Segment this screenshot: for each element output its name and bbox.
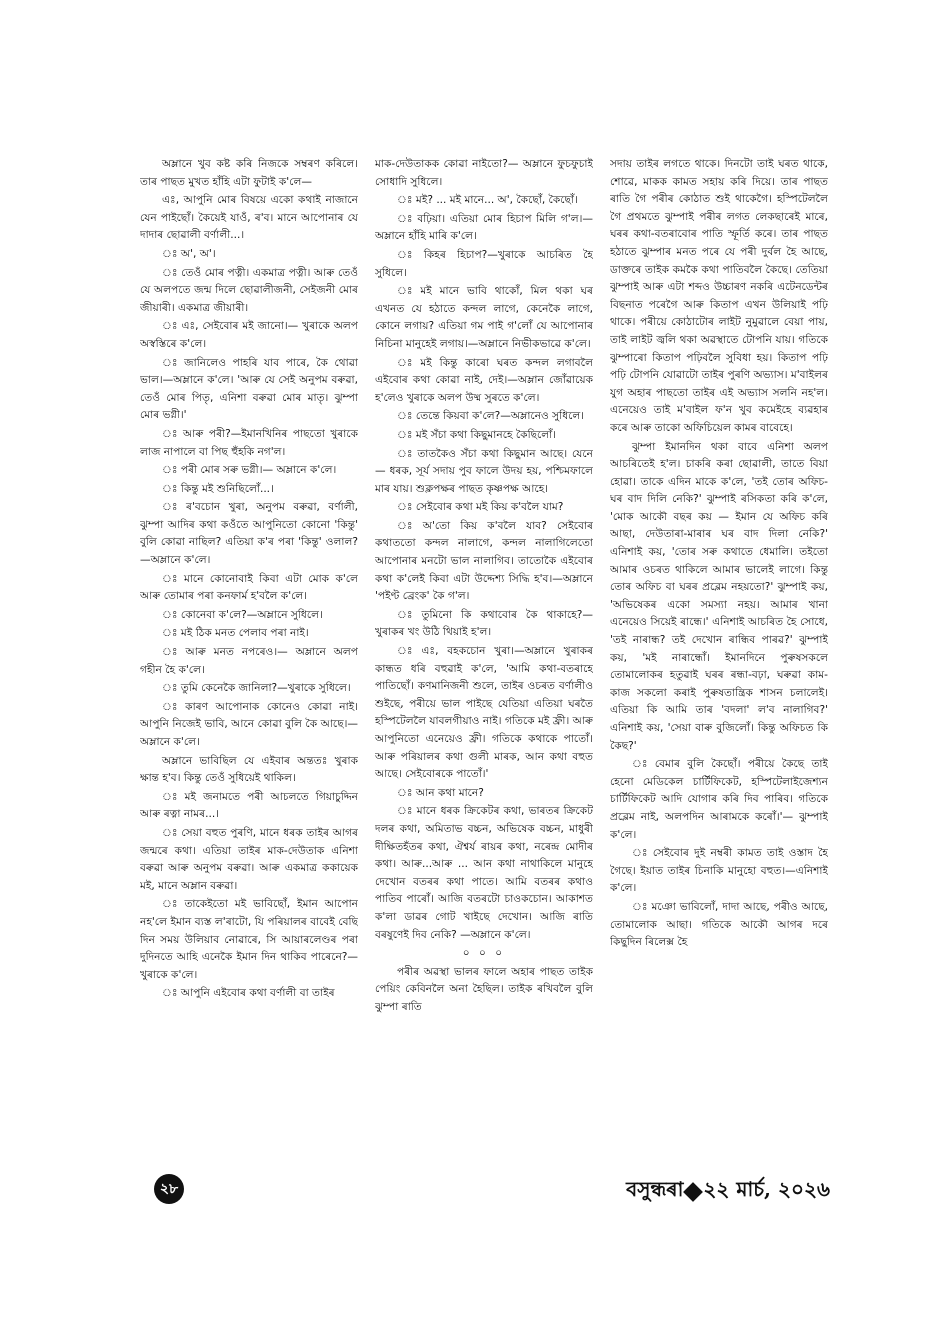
paragraph: ঃ সেইবোৰ দুই নম্বৰী কামত তাই ওস্তাদ হৈ গৈছে। ইয়াত তাইৰ চিনাকি মানুহো বহুত।—এনিশাই ক'লে।: [610, 847, 828, 895]
column-1: [140, 156, 358, 1161]
paragraph: ঃ তাকেইতো মই ভাবিছোঁ, ইমান আপোন নহ'লে ইমান ব্যস্ত ল'ৰাটো, যি পৰিয়ালৰ বাবেই বেছি দিন সময় উলিয়াব নোৱাৰে, সি আয়াৰলেণ্ডৰ পৰা দুদিনতে আহি এনেকৈ ইমান দিন থাকিব পাৰেনে?— খুৰাকে ক'লে।: [140, 898, 358, 981]
paragraph: ঃ মই সঁচা কথা কিছুমানহে কৈছিলোঁ।: [397, 428, 557, 441]
paragraph: ঃ এঃ, বহকচোন খুৰা।—অম্লানে খুৰাকৰ কান্ধত ধৰি বহুৱাই ক'লে, 'আমি কথা-বতৰাহে পাতিছোঁ। কণমানিজনী শুলে, তাইৰ ওচৰত বৰ্ণালীও শুইছে, পৰীয়ে ভাল পাইছে যেতিয়া এতিয়া ঘৰতৈ হস্পিটেললৈ যাবলগীয়াও নাই। গতিকে মই ফ্ৰী। আৰু আপুনিতো এনেয়েও ফ্ৰী। গতিকে কথাকে পাতোঁ। আৰু পৰিয়ালৰ কথা গুলী মাৰক, আন কথা বহুত আছে। সেইবোৰকে পাতোঁ।': [375, 645, 593, 781]
paragraph: ঃ আৰু মনত নপৰেও।— অম্লানে অলপ গহীন হৈ ক'লে।: [140, 646, 358, 676]
paragraph: ঃ মঞো ভাবিলোঁ, দাদা আছে, পৰীও আছে, তোমালোক আছা। গতিকে আকৌ আগৰ দৰে কিছুদিন ৰিলেক্স হৈ: [610, 900, 828, 949]
paragraph: ঃ কিন্তু মই শুনিছিলোঁ...।: [162, 482, 274, 495]
paragraph: ঃ মানে ধৰক ক্ৰিকেটৰ কথা, ভাৰতৰ ক্ৰিকেট দলৰ কথা, অমিতাভ বচ্চন, অভিষেক বচ্চন, মাধুৰী দীক্ষিতহঁতৰ কথা, ঐশ্বৰ্য ৰায়ৰ কথা, নৰেন্দ্ৰ মোদীৰ কথা। আৰু...আৰু ... আন কথা নাথাকিলে মানুহে দেখোন বতৰৰ কথা পাতে। আমি বতৰৰ কথাও পাতিব পাৰোঁ। আজি বতৰটো চাওকচোন। আকাশত ক'লা ডাৱৰ গোট খাইছে দেখোন। আজি ৰাতি বৰষুণেই দিব নেকি? —অম্লানে ক'লে।: [375, 805, 593, 941]
publication-name: বসুন্ধৰা: [626, 1177, 684, 1201]
page-number: ২৮: [154, 1174, 184, 1204]
paragraph: ঃ মই মানে ভাবি থাকোঁ, মিল থকা ঘৰ এখনত যে হঠাতে কন্দল লাগে, কেনেকৈ লাগে, কোনে লগায়? এতিয়া গম পাই গ'লোঁ যে আপোনাৰ নিচিনা মানুহেই লগায়।—অম্লানে নিভীকভাৱে ক'লে।: [375, 285, 593, 350]
paragraph: ঃ মই? ... মই মানে... অ', কৈছোঁ, কৈছোঁ।: [397, 194, 578, 207]
paragraph: অম্লানে ভাবিছিল যে এইবাৰ অন্ততঃ খুৰাক ক্ষান্ত হ'ব। কিন্তু তেওঁ সুধিয়েই থাকিল।: [140, 754, 358, 785]
paragraph: মাক-দেউতাকক কোৱা নাইতো?— অম্লানে ফুচফুচাই সোধাদি সুধিলে।: [375, 158, 593, 188]
paragraph: ঃ সেয়া বহুত পুৰণি, মানে ধৰক তাইৰ আগৰ জন্মৰে কথা। এতিয়া তাইৰ মাক-দেউতাক এনিশা বৰুৱা আৰু অনুপম বৰুৱা। আৰু একমাত্ৰ ককায়েক মই, মানে অম্লান বৰুৱা।: [140, 826, 358, 892]
paragraph: ঃ কোনেবা ক'লে?—অম্লানে সুধিলে।: [162, 608, 323, 621]
paragraph: ঃ আৰু পৰী?—ইমানখিনিৰ পাছতো খুৰাকে লাজ নাপালে বা পিছ হুঁহকি নগ'ল।: [140, 427, 358, 458]
paragraph: ঃ অ'তো কিয় ক'বলৈ যাব? সেইবোৰ কথাততো কন্দল নালাগে, কন্দল নালাগিলেতো আপোনাৰ মনটো ভাল নালাগিব। তাতোকৈ এইবোৰ কথা ক'লেই কিবা এটা উদ্দেশ্য সিদ্ধি হ'ব।—অম্লানে 'পইণ্ট ব্ৰেংক' কৈ গ'ল।: [375, 519, 593, 603]
article-body: [140, 156, 828, 1161]
paragraph: ঃ মই জনামতে পৰী আচলতে গিয়াচুদ্দিন আৰু ৰত্না নামৰ...।: [140, 790, 358, 821]
paragraph: সদায় তাইৰ লগতে থাকে। দিনটো তাই ঘৰত থাকে, শোৱে, মাকক কামত সহায় কৰি দিয়ে। তাৰ পাছত ৰাতি গৈ পৰীৰ কোঠাত শুই থাকেগৈ। হস্পিটেললৈ গৈ প্ৰথমতে ঝুম্পাই পৰীৰ লগত লেকছাৰেই মাৰে, ঘৰৰ কথা-বতৰাবোৰ পাতি স্ফূৰ্তি কৰে। তাৰ পাছত হঠাতে ঝুম্পাৰ মনত পৰে যে পৰী দুৰ্বল হৈ আছে, ডাক্তৰে তাইক কমকৈ কথা পাতিবলৈ কৈছে। তেতিয়া ঝুম্পাই আৰু এটা শব্দও উচ্চাৰণ নকৰি এটেনডেন্টৰ বিছনাত পৰেগৈ আৰু কিতাপ এখন উলিয়াই পঢ়ি থাকে। পৰীয়ে কোঠাটোৰ লাইট নুমুৱালে বেয়া পায়, তাই লাইট জ্বলি থকা অৱস্থাতে টোপনি যায়। গতিকে ঝুম্পাৰো কিতাপ পঢ়িবলৈ সুবিধা হয়। কিতাপ পঢ়ি পঢ়ি টোপনি যোৱাটো তাইৰ পুৰণি অভ্যাস। ম'বাইলৰ যুগ অহাৰ পাছতো তাইৰ এই অভ্যাস সলনি নহ'ল। এনেয়েও তাই ম'বাইল ফ'ন খুব কমেইহে ব্যৱহাৰ কৰে আৰু তাকো অফিচিয়েল কামৰ বাবেহে।: [610, 158, 828, 434]
paragraph: ঃ মই ঠিক মনত পেলাব পৰা নাই।: [162, 627, 309, 640]
footer-masthead: [626, 1175, 830, 1208]
paragraph: ঃ কাৰণ আপোনাক কোনেও কোৱা নাই। আপুনি নিজেই ভাবি, আনে কোৱা বুলি কৈ আছে।—অম্লানে ক'লে।: [140, 700, 358, 748]
section-separator: ০ ০ ০: [462, 947, 506, 960]
paragraph: এঃ, আপুনি মোৰ বিষয়ে একো কথাই নাজানে যেন পাইছোঁ। কৈয়েই যাওঁ, ৰ'ব। মানে আপোনাৰ যে দাদাৰ ছোৱালী বৰ্ণালী...।: [140, 194, 358, 242]
paragraph: ঃ সেইবোৰ কথা মই কিয় ক'বলৈ যাম?: [397, 501, 564, 514]
issue-date: ২২ মাৰ্চ, ২০২৬: [703, 1177, 830, 1201]
paragraph: ঃ মই কিন্তু কাৰো ঘৰত কন্দল লগাবলৈ এইবোৰ কথা কোৱা নাই, দেই।—অম্লান জোঁৱায়েক হ'লেও খুৰাকে অলপ উষ্ম সুৰতে ক'লে।: [375, 356, 593, 404]
paragraph: ঃ আন কথা মানে?: [397, 786, 484, 799]
paragraph: ঃ এঃ, সেইবোৰ মই জানো।— খুৰাকে অলপ অস্বস্তিৰে ক'লে।: [140, 320, 358, 350]
paragraph: ঃ কিহৰ হিচাপ?—খুৰাকে আচৰিত হৈ সুধিলে।: [375, 248, 593, 279]
paragraph: পৰীৰ অৱস্থা ভালৰ ফালে অহাৰ পাছত তাইক পেয়িং কেবিনলৈ অনা হৈছিল। তাইক ৰখিবলৈ বুলি ঝুম্পা ৰাতি: [375, 965, 593, 1013]
paragraph: ঃ বেমাৰ বুলি কৈছোঁ। পৰীয়ে কৈছে তাই হেনো মেডিকেল চাৰ্টিফিকেট, হস্পিটেলাইজেশ্যন চাৰ্টিফিকেট আদি যোগাৰ কৰি দিব পাৰিব। গতিকে প্ৰব্লেম নাই, অলপদিন আৰামকে কৰোঁ।'— ঝুম্পাই ক'লে।: [610, 758, 828, 841]
paragraph: ঃ বঢ়িয়া। এতিয়া মোৰ হিচাপ মিলি গ'ল।— অম্লানে হাঁহি মাৰি ক'লে।: [375, 212, 593, 243]
paragraph: ঃ পৰী মোৰ সৰু ভগ্নী।— অম্লানে ক'লে।: [162, 464, 337, 477]
paragraph: ঃ আপুনি এইবোৰ কথা বৰ্ণালী বা তাইৰ: [162, 987, 335, 1000]
paragraph: ঃ ৰ'বচোন খুৰা, অনুপম বৰুৱা, বৰ্ণালী, ঝুম্পা আদিৰ কথা কওঁতে আপুনিতো কোনো 'কিন্তু' বুলি কোৱা নাছিল? এতিয়া ক'ৰ পৰা 'কিন্তু' ওলাল?—অম্লানে ক'লে।: [140, 501, 358, 567]
paragraph: ঃ তেওঁ মোৰ পত্নী। একমাত্ৰ পত্নী। আৰু তেওঁ যে অলপতে জন্ম দিলে ছোৱালীজনী, সেইজনী মোৰ জীয়াৰী। একমাত্ৰ জীয়াৰী।: [140, 266, 358, 314]
paragraph: ঃ তুমিনো কি কথাবোৰ কৈ থাকাহে?— খুৰাকৰ খং উঠি থিয়াই হ'ল।: [375, 608, 593, 639]
paragraph: ঃ জানিলেও পাহৰি যাব পাৰে, কৈ থোৱা ভাল।—অম্লানে ক'লে। 'আৰু যে সেই অনুপম বৰুৱা, তেওঁ মোৰ পিতৃ, এনিশা বৰুৱা মোৰ মাতৃ। ঝুম্পা মোৰ ভগ্নী।': [140, 356, 358, 422]
paragraph: ঝুম্পা ইমানদিন থকা বাবে এনিশা অলপ আচৰিতেই হ'ল। চাকৰি কৰা ছোৱালী, তাতে বিয়া হোৱা। তাকে এদিন মাকে ক'লে, 'তই তোৰ অফিচ-ঘৰ বাদ দিলি নেকি?' ঝুম্পাই ৰসিকতা কৰি ক'লে, 'মোক আকৌ বছৰ কয় — ইমান যে অফিচ কৰি আছা, দেউতাৰা-মাৰাৰ ঘৰ বাদ দিলা নেকি?' এনিশাই কয়, 'তোৰ সৰু কথাতে ধেমালি। তইতো আমাৰ ওচৰত থাকিলে আমাৰ ভালেই লাগে। কিন্তু তোৰ অফিচ বা ঘৰৰ প্ৰব্লেম নহয়তো?' ঝুম্পাই কয়, 'অভিষেকৰ একো সমস্যা নহয়। আমাৰ খানা এনেয়েও সিয়েই ৰান্ধে।' এনিশাই আচৰিত হৈ সোধে, 'তই নাৰান্ধ? তই দেখোন ৰান্ধিব পাৰৱ?' ঝুম্পাই কয়, 'মই নাৰান্ধোঁ। ইমানদিনে পুৰুষসকলে তোমালোকৰ হতুৱাই ঘৰৰ ৰন্ধা-বঢ়া, ঘৰুৱা কাম-কাজ সকলো কৰাই পুৰুষতান্ত্ৰিক শাসন চলালেই। এতিয়া কি আমি তাৰ 'বদলা' ল'ব নালাগিব?' এনিশাই কয়, 'সেয়া বাৰু বুজিলোঁ। কিন্তু অফিচত কি কৈছ?': [610, 440, 828, 752]
paragraph: ঃ তাতকৈও সঁচা কথা কিছুমান আছে। যেনে — ধৰক, সূৰ্য সদায় পুব ফালে উদয় হয়, পশ্চিমফালে মাৰ যায়। শুক্লপক্ষৰ পাছত কৃষ্ণপক্ষ আহে।: [375, 447, 593, 495]
paragraph: ঃ তুমি কেনেকৈ জানিলা?—খুৰাকে সুধিলে।: [162, 682, 351, 695]
column-3: [610, 156, 828, 1161]
diamond-icon: [683, 1182, 703, 1202]
paragraph: ঃ অ', অ'।: [162, 247, 216, 260]
paragraph: অম্লানে খুব কষ্ট কৰি নিজকে সম্বৰণ কৰিলে। তাৰ পাছত মুখত হাঁহি এটা ফুটাই ক'লে—: [140, 158, 358, 188]
paragraph: ঃ মানে কোনোবাই কিবা এটা মোক ক'লে আৰু তোমাৰ পৰা কনফাৰ্ম হ'বলৈ ক'লে।: [140, 572, 358, 603]
column-2: [375, 156, 593, 1161]
paragraph: ঃ তেন্তে কিয়বা ক'লে?—অম্লানেও সুধিলে।: [397, 410, 585, 423]
